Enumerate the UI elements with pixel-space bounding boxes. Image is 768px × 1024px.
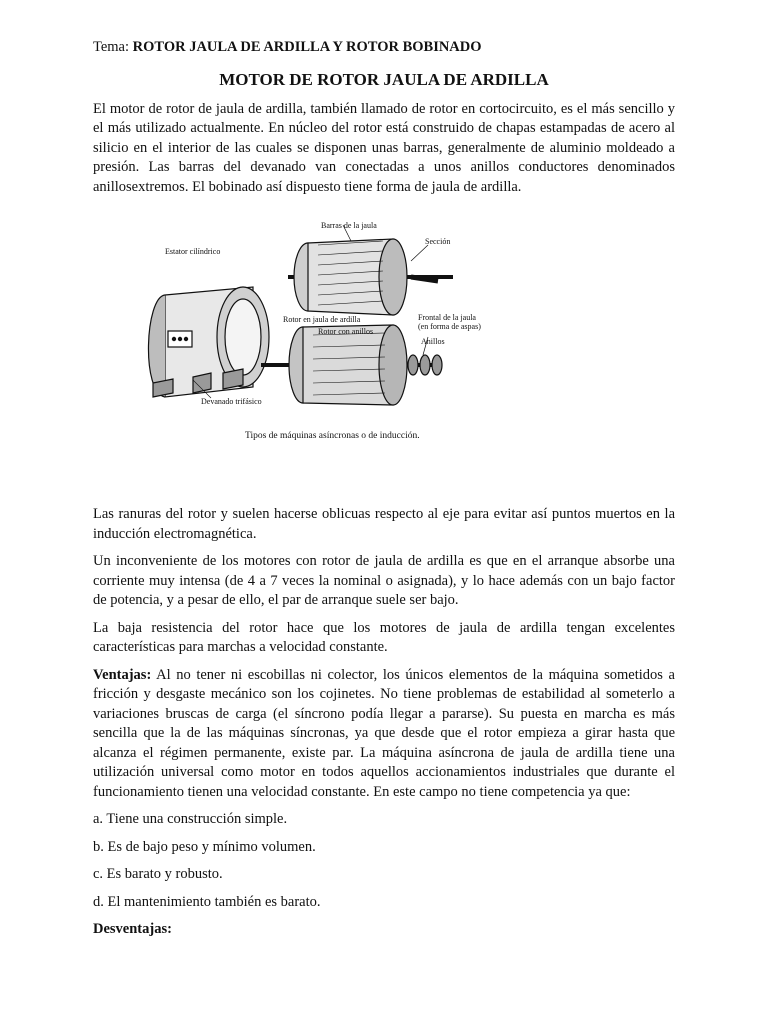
paragraph-inconveniente: Un inconveniente de los motores con rotor de jaula de ardilla es que en el arranque absorbe una corriente muy intensa (de 4 a 7 veces la nominal o asignada), y lo hace además con un bajo factor de potencia, y a pesar de ello, el par de arranque suele ser bajo. bbox=[93, 553, 675, 608]
document-page bbox=[93, 38, 675, 940]
desventajas-label: Desventajas: bbox=[93, 921, 172, 937]
label-frontal-2: (en forma de aspas) bbox=[418, 322, 481, 331]
ventajas-text: Al no tener ni escobillas ni colector, los únicos elementos de la máquina sometidos a fricción y desgaste mecánico son los cojinetes. No tiene problemas de estabilidad al someterlo a variaciones bruscas de carga (el síncrono podía llegar a pararse). Su puesta en marcha es más sencilla que la de las máquinas síncronas, ya que desde que el rotor empieza a girar hasta que alcanza el régimen permanente, existe par. La máquina asíncrona de jaula de ardilla tiene una utilización universal como motor en todos aquellos accionamientos industriales que durante el funcionamiento tienen una velocidad constante. En este campo no tiene competencia ya que: bbox=[93, 666, 675, 800]
label-frontal-1: Frontal de la jaula bbox=[418, 313, 476, 322]
intro-paragraph: El motor de rotor de jaula de ardilla, también llamado de rotor en cortocircuito, es el más sencillo y el más utilizado actualmente. En núcleo del rotor está construido de chapas estampadas de acero al silicio en el interior de las cuales se disponen unas barras, generalmente de aluminio moldeado a presión. Las barras del devanado van conectadas a unos anillos conductores denominados anillosextremos. El bobinado así dispuesto tiene forma de jaula de ardilla. bbox=[93, 100, 675, 195]
list-item: b. Es de bajo peso y mínimo volumen. bbox=[93, 838, 316, 855]
motor-illustration bbox=[93, 215, 675, 505]
label-devanado: Devanado trifásico bbox=[201, 397, 262, 406]
list-item: d. El mantenimiento también es barato. bbox=[93, 893, 321, 910]
paragraph-resistencia: La baja resistencia del rotor hace que los motores de jaula de ardilla tengan excelentes características para marchas a velocidad constante. bbox=[93, 619, 675, 655]
ventajas-list bbox=[93, 810, 675, 940]
label-rotor-jaula: Rotor en jaula de ardilla bbox=[283, 315, 361, 324]
paragraph-ranuras: Las ranuras del rotor y suelen hacerse oblicuas respecto al eje para evitar así puntos muertos en la inducción electromagnética. bbox=[93, 506, 675, 542]
ventajas-label: Ventajas: bbox=[93, 666, 152, 683]
paragraph-ventajas bbox=[93, 666, 675, 803]
label-seccion: Sección bbox=[425, 237, 451, 246]
list-item: a. Tiene una construcción simple. bbox=[93, 811, 288, 827]
motor-figure bbox=[93, 215, 675, 505]
figure-caption: Tipos de máquinas asíncronas o de inducción. bbox=[245, 431, 420, 441]
label-estator: Estator cilíndrico bbox=[165, 247, 221, 256]
label-barras: Barras de la jaula bbox=[321, 221, 377, 230]
topic-label: Tema: bbox=[93, 39, 130, 55]
stator-drawing bbox=[148, 287, 269, 398]
label-rotor-anillos: Rotor con anillos bbox=[318, 327, 374, 336]
list-item bbox=[93, 920, 675, 940]
topic-line bbox=[93, 38, 675, 58]
topic-value: ROTOR JAULA DE ARDILLA Y ROTOR BOBINADO bbox=[132, 39, 482, 55]
ring-rotor-drawing bbox=[261, 325, 442, 405]
list-item: c. Es barato y robusto. bbox=[93, 866, 223, 882]
label-anillos: Anillos bbox=[421, 337, 445, 346]
page-title: MOTOR DE ROTOR JAULA DE ARDILLA bbox=[219, 69, 549, 89]
